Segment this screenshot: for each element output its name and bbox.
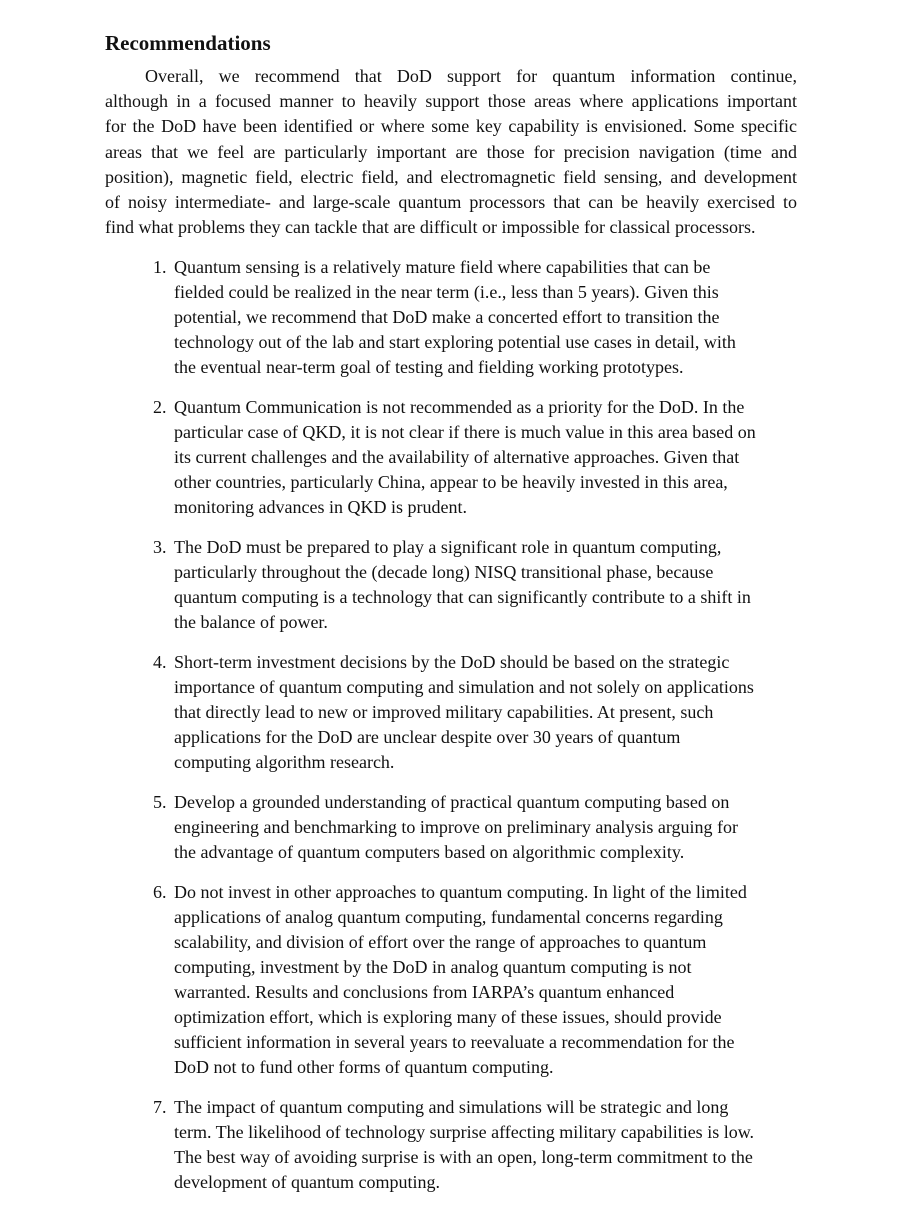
list-item-number: 2.	[153, 397, 167, 417]
list-item	[150, 880, 810, 1080]
list-item	[150, 790, 810, 865]
list-item-number: 4.	[153, 652, 167, 672]
list-item-line: other countries, particularly China, appear to be heavily invested in this area,	[174, 472, 728, 492]
list-item-line: computing, investment by the DoD in analog quantum computing is not	[174, 957, 692, 977]
list-item-line: engineering and benchmarking to improve on preliminary analysis arguing for	[174, 817, 739, 837]
list-item-line: applications of analog quantum computing, fundamental concerns regarding	[174, 907, 723, 927]
list-item-line: the advantage of quantum computers based on algorithmic complexity.	[174, 842, 685, 862]
list-item-line: The impact of quantum computing and simulations will be strategic and long	[174, 1097, 729, 1117]
list-item-number: 5.	[153, 792, 167, 812]
list-item	[150, 650, 810, 775]
list-item-line: sufficient information in several years to reevaluate a recommendation for the	[174, 1032, 735, 1052]
list-item-line: its current challenges and the availability of alternative approaches. Given that	[174, 447, 740, 467]
list-item-line: particular case of QKD, it is not clear if there is much value in this area based on	[174, 422, 756, 442]
list-item-line: The best way of avoiding surprise is with an open, long-term commitment to the	[174, 1147, 753, 1167]
recommendations-list	[150, 255, 810, 1210]
list-item-line: quantum computing is a technology that can significantly contribute to a shift in	[174, 587, 751, 607]
paragraph-line: find what problems they can tackle that are difficult or impossible for classical processors.	[105, 217, 756, 238]
paragraph-line: Overall, we recommend that DoD support for quantum information continue,	[145, 66, 797, 86]
list-item-line: scalability, and division of effort over the range of approaches to quantum	[174, 932, 707, 952]
paragraph-line: for the DoD have been identified or where some key capability is envisioned. Some specific	[105, 116, 797, 137]
list-item-number: 1.	[153, 257, 167, 277]
list-item-line: technology out of the lab and start exploring potential use cases in detail, with	[174, 332, 736, 352]
list-item-line: development of quantum computing.	[174, 1172, 440, 1192]
list-item-number: 7.	[153, 1097, 167, 1117]
list-item-line: that directly lead to new or improved military capabilities. At present, such	[174, 702, 714, 722]
list-item-line: applications for the DoD are unclear despite over 30 years of quantum	[174, 727, 681, 747]
intro-paragraph	[105, 64, 797, 240]
list-item-line: the balance of power.	[174, 612, 328, 632]
list-item	[150, 535, 810, 635]
list-item-number: 6.	[153, 882, 167, 902]
paragraph-line: of noisy intermediate- and large-scale quantum processors that can be heavily exercised to	[105, 192, 797, 213]
list-item-line: warranted. Results and conclusions from IARPA’s quantum enhanced	[174, 982, 675, 1002]
list-item-line: the eventual near-term goal of testing and fielding working prototypes.	[174, 357, 684, 377]
list-item	[150, 1095, 810, 1195]
list-item-line: DoD not to fund other forms of quantum computing.	[174, 1057, 554, 1077]
list-item-line: importance of quantum computing and simulation and not solely on applications	[174, 677, 754, 697]
paragraph-line: position), magnetic field, electric field, and electromagnetic field sensing, and development	[105, 166, 797, 187]
list-item-line: Develop a grounded understanding of practical quantum computing based on	[174, 792, 730, 812]
list-item-line: particularly throughout the (decade long) NISQ transitional phase, because	[174, 562, 714, 582]
list-item-line: Do not invest in other approaches to quantum computing. In light of the limited	[174, 882, 747, 902]
paragraph-line: areas that we feel are particularly important are those for precision navigation (time and	[105, 141, 797, 162]
list-item-line: monitoring advances in QKD is prudent.	[174, 497, 467, 517]
list-item-line: optimization effort, which is exploring many of these issues, should provide	[174, 1007, 722, 1027]
list-item	[150, 395, 810, 520]
list-item	[150, 255, 810, 380]
list-item-line: Short-term investment decisions by the DoD should be based on the strategic	[174, 652, 730, 672]
list-item-line: potential, we recommend that DoD make a concerted effort to transition the	[174, 307, 720, 327]
paragraph-line: although in a focused manner to heavily support those areas where applications important	[105, 91, 797, 112]
list-item-line: The DoD must be prepared to play a significant role in quantum computing,	[174, 537, 722, 557]
list-item-line: term. The likelihood of technology surprise affecting military capabilities is low.	[174, 1122, 755, 1142]
list-item-line: fielded could be realized in the near term (i.e., less than 5 years). Given this	[174, 282, 719, 302]
list-item-number: 3.	[153, 537, 167, 557]
list-item-line: computing algorithm research.	[174, 752, 395, 772]
section-heading: Recommendations	[105, 31, 271, 55]
list-item-line: Quantum Communication is not recommended as a priority for the DoD. In the	[174, 397, 745, 417]
list-item-line: Quantum sensing is a relatively mature field where capabilities that can be	[174, 257, 711, 277]
